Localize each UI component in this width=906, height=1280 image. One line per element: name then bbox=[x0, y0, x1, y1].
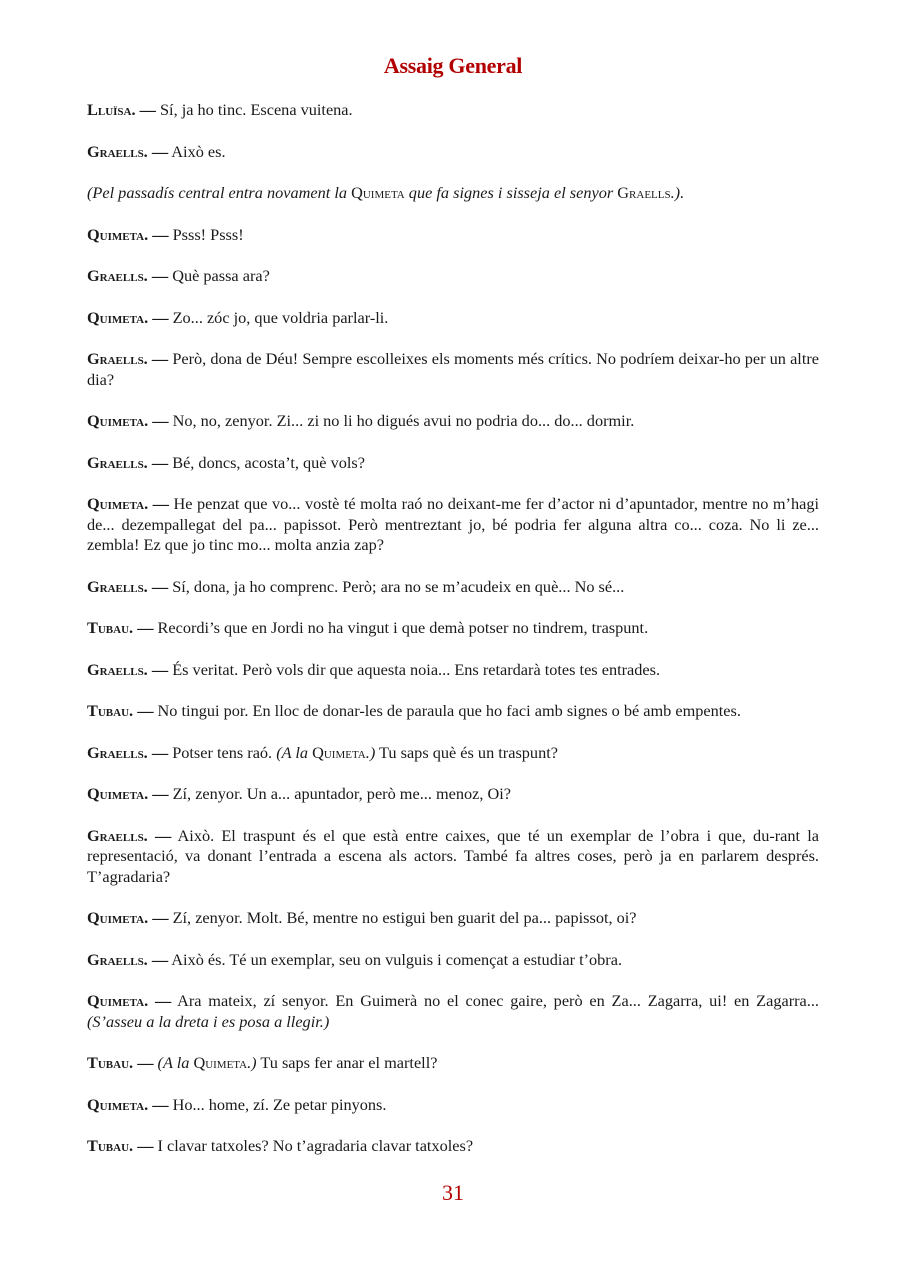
dialogue-paragraph bbox=[87, 1053, 819, 1074]
em-dash: — bbox=[152, 224, 169, 244]
dialogue-text: Zí, zenyor. Molt. Bé, mentre no estigui ben guarit del pa... papissot, oi? bbox=[172, 908, 637, 927]
em-dash: — bbox=[152, 307, 169, 327]
dialogue-paragraph bbox=[87, 701, 819, 722]
em-dash: — bbox=[154, 991, 172, 1010]
speaker-name: Graells. bbox=[87, 825, 148, 845]
speaker-name: Graells. bbox=[87, 141, 148, 161]
speaker-name: Quimeta. bbox=[87, 991, 149, 1010]
character-reference: Quimeta bbox=[312, 742, 366, 762]
dialogue-text: Això. El traspunt és el que està entre caixes, que té un exemplar de l’obra i que, du-rant la representació, va donant l’entrada a escena als actors. També fa altres coses, però ja en parlarem després. T’agradaria? bbox=[87, 825, 819, 886]
em-dash: — bbox=[137, 618, 154, 637]
speaker-name: Quimeta. bbox=[87, 224, 149, 244]
dialogue-text: He penzat que vo... vostè té molta raó no deixant-me fer d’actor ni d’apuntador, mentre no m’hagi de... dezempallegat del pa... papissot. Però mentreztant jo, bé podria fer alguna altra co... coza. No li ze... zembla! Ez que jo tinc mo... molta anzia zap? bbox=[87, 494, 819, 554]
em-dash: — bbox=[154, 825, 172, 845]
dialogue-paragraph bbox=[87, 225, 819, 246]
speaker-name: Quimeta. bbox=[87, 784, 149, 803]
speaker-name: Graells. bbox=[87, 576, 148, 596]
em-dash: — bbox=[151, 659, 169, 679]
dialogue-paragraph bbox=[87, 1136, 819, 1157]
dialogue-text: No, no, zenyor. Zi... zi no li ho digués avui no podria do... do... dormir. bbox=[172, 411, 635, 430]
stage-direction: .) bbox=[365, 742, 376, 762]
stage-direction: que fa signes i sisseja el senyor bbox=[404, 183, 618, 202]
em-dash: — bbox=[137, 1053, 154, 1072]
page-header-title: Assaig General bbox=[383, 53, 523, 78]
speaker-name: Graells. bbox=[87, 659, 148, 679]
speaker-name: Graells. bbox=[87, 452, 148, 472]
dialogue-text: Ho... home, zí. Ze petar pinyons. bbox=[172, 1094, 387, 1114]
speaker-name: Quimeta. bbox=[87, 1094, 149, 1114]
dialogue-paragraph bbox=[87, 908, 819, 929]
dialogue-text: Tu saps què és un traspunt? bbox=[375, 742, 558, 762]
dialogue-paragraph bbox=[87, 266, 819, 287]
speaker-name: Lluïsa. bbox=[87, 100, 136, 119]
dialogue-text: Sí, ja ho tinc. Escena vuitena. bbox=[160, 100, 353, 119]
dialogue-paragraph bbox=[87, 660, 819, 681]
dialogue-paragraph bbox=[87, 950, 819, 971]
speaker-name: Graells. bbox=[87, 742, 148, 762]
stage-direction: .) bbox=[247, 1053, 257, 1072]
speaker-name: Graells. bbox=[87, 349, 148, 368]
speaker-name: Graells. bbox=[87, 266, 148, 285]
speaker-name: Tubau. bbox=[87, 701, 134, 720]
em-dash: — bbox=[151, 266, 169, 285]
dialogue-text: Potser tens raó. bbox=[172, 742, 277, 762]
em-dash: — bbox=[152, 908, 169, 927]
script-body bbox=[87, 100, 819, 1178]
em-dash: — bbox=[152, 411, 169, 430]
dialogue-paragraph bbox=[87, 991, 819, 1032]
speaker-name: Tubau. bbox=[87, 618, 134, 637]
stage-direction: (S’asseu a la dreta i es posa a llegir.) bbox=[87, 1011, 330, 1031]
dialogue-paragraph bbox=[87, 142, 819, 163]
em-dash: — bbox=[151, 452, 169, 472]
em-dash: — bbox=[151, 141, 169, 161]
dialogue-text: Això es. bbox=[171, 141, 226, 161]
dialogue-text: Psss! Psss! bbox=[172, 224, 244, 244]
dialogue-text: Ara mateix, zí senyor. En Guimerà no el conec gaire, però en Za... Zagarra, ui! en Zagarra... bbox=[177, 991, 819, 1010]
em-dash: — bbox=[152, 1094, 169, 1114]
dialogue-text: Però, dona de Déu! Sempre escolleixes els moments més crítics. No podríem deixar-ho per un altre dia? bbox=[87, 349, 819, 389]
dialogue-paragraph bbox=[87, 349, 819, 390]
dialogue-text: Bé, doncs, acosta’t, què vols? bbox=[172, 452, 365, 472]
page-number: 31 bbox=[442, 1180, 464, 1205]
dialogue-paragraph bbox=[87, 100, 819, 121]
dialogue-paragraph bbox=[87, 784, 819, 805]
em-dash: — bbox=[137, 701, 154, 720]
dialogue-paragraph bbox=[87, 577, 819, 598]
speaker-name: Quimeta. bbox=[87, 908, 149, 927]
dialogue-text: Zí, zenyor. Un a... apuntador, però me... menoz, Oi? bbox=[172, 784, 512, 803]
dialogue-paragraph bbox=[87, 743, 819, 764]
dialogue-paragraph bbox=[87, 411, 819, 432]
stage-direction: (A la bbox=[276, 742, 313, 762]
dialogue-paragraph bbox=[87, 453, 819, 474]
dialogue-paragraph bbox=[87, 494, 819, 556]
em-dash: — bbox=[137, 1136, 154, 1155]
character-reference: Quimeta bbox=[351, 183, 405, 202]
dialogue-paragraph bbox=[87, 826, 819, 888]
dialogue-text: Zo... zóc jo, que voldria parlar-li. bbox=[172, 307, 389, 327]
dialogue-paragraph bbox=[87, 308, 819, 329]
dialogue-text: I clavar tatxoles? No t’agradaria clavar tatxoles? bbox=[157, 1136, 474, 1155]
dialogue-text: No tingui por. En lloc de donar-les de paraula que ho faci amb signes o bé amb empentes. bbox=[157, 701, 741, 720]
em-dash: — bbox=[151, 349, 169, 368]
dialogue-text: Recordi’s que en Jordi no ha vingut i que demà potser no tindrem, traspunt. bbox=[157, 618, 649, 637]
em-dash: — bbox=[139, 100, 156, 119]
stage-direction: .). bbox=[670, 183, 685, 202]
em-dash: — bbox=[151, 742, 169, 762]
stage-direction: (Pel passadís central entra novament la bbox=[87, 183, 352, 202]
character-reference: Graells bbox=[617, 183, 671, 202]
dialogue-paragraph bbox=[87, 1095, 819, 1116]
em-dash: — bbox=[152, 784, 169, 803]
em-dash: — bbox=[151, 949, 169, 969]
dialogue-text: Què passa ara? bbox=[172, 266, 270, 285]
dialogue-paragraph bbox=[87, 618, 819, 639]
dialogue-paragraph bbox=[87, 183, 819, 204]
dialogue-text: Tu saps fer anar el martell? bbox=[256, 1053, 438, 1072]
dialogue-text: Sí, dona, ja ho comprenc. Però; ara no se m’acudeix en què... No sé... bbox=[172, 576, 625, 596]
character-reference: Quimeta bbox=[193, 1053, 248, 1072]
speaker-name: Quimeta. bbox=[87, 494, 149, 513]
speaker-name: Tubau. bbox=[87, 1136, 134, 1155]
stage-direction: (A la bbox=[157, 1053, 194, 1072]
em-dash: — bbox=[151, 576, 169, 596]
speaker-name: Tubau. bbox=[87, 1053, 134, 1072]
speaker-name: Quimeta. bbox=[87, 307, 149, 327]
dialogue-text: Això és. Té un exemplar, seu on vulguis i començat a estudiar t’obra. bbox=[171, 949, 623, 969]
speaker-name: Quimeta. bbox=[87, 411, 149, 430]
em-dash: — bbox=[152, 494, 169, 513]
speaker-name: Graells. bbox=[87, 949, 148, 969]
dialogue-text: És veritat. Però vols dir que aquesta noia... Ens retardarà totes tes entrades. bbox=[172, 659, 661, 679]
